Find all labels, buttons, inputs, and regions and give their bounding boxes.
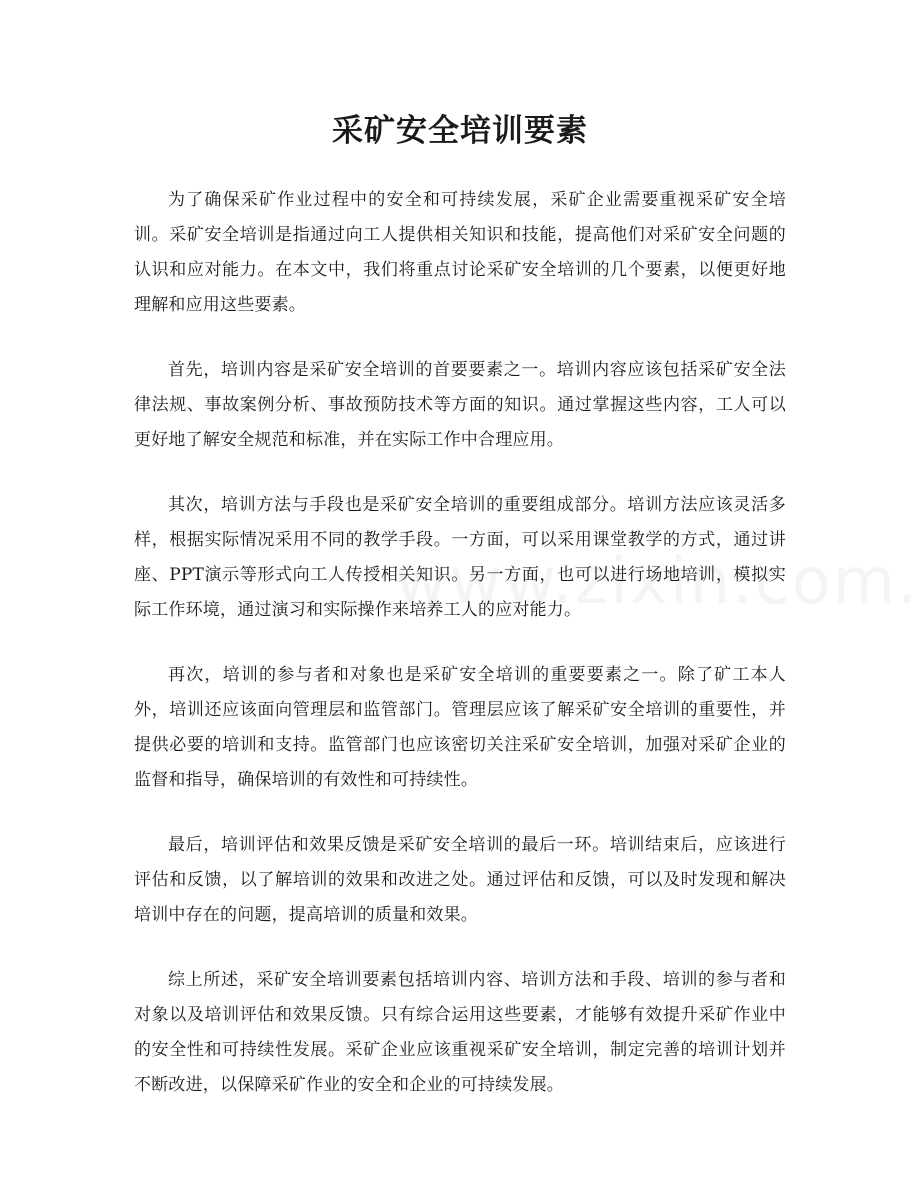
paragraph-participants: 再次，培训的参与者和对象也是采矿安全培训的重要要素之一。除了矿工本人外，培训还应该面向管理层和监管部门。管理层应该了解采矿安全培训的重要性，并提供必要的培训和支持。监管部门也应该密切关注采矿安全培训，加强对采矿企业的监督和指导，确保培训的有效性和可持续性。 [134, 665, 786, 790]
paragraph-summary: 综上所述，采矿安全培训要素包括培训内容、培训方法和手段、培训的参与者和对象以及培训评估和效果反馈。只有综合运用这些要素，才能够有效提升采矿作业中的安全性和可持续性发展。采矿企业应该重视采矿安全培训，制定完善的培训计划并不断改进，以保障采矿作业的安全和企业的可持续发展。 [134, 970, 786, 1095]
paragraph-methods: 其次，培训方法与手段也是采矿安全培训的重要组成部分。培训方法应该灵活多样，根据实际情况采用不同的教学手段。一方面，可以采用课堂教学的方式，通过讲座、PPT演示等形式向工人传授相关知识。另一方面，也可以进行场地培训，模拟实际工作环境，通过演习和实际操作来培养工人的应对能力。 [134, 495, 786, 620]
paragraph-intro: 为了确保采矿作业过程中的安全和可持续发展，采矿企业需要重视采矿安全培训。采矿安全培训是指通过向工人提供相关知识和技能，提高他们对采矿安全问题的认识和应对能力。在本文中，我们将重点讨论采矿安全培训的几个要素，以便更好地理解和应用这些要素。 [134, 190, 786, 315]
paragraph-content: 首先，培训内容是采矿安全培训的首要要素之一。培训内容应该包括采矿安全法律法规、事故案例分析、事故预防技术等方面的知识。通过掌握这些内容，工人可以更好地了解安全规范和标准，并在实际工作中合理应用。 [134, 360, 786, 450]
document-body [134, 183, 786, 1133]
document-title: 采矿安全培训要素 [332, 113, 588, 149]
paragraph-evaluation: 最后，培训评估和效果反馈是采矿安全培训的最后一环。培训结束后，应该进行评估和反馈，以了解培训的效果和改进之处。通过评估和反馈，可以及时发现和解决培训中存在的问题，提高培训的质量和效果。 [134, 835, 786, 925]
